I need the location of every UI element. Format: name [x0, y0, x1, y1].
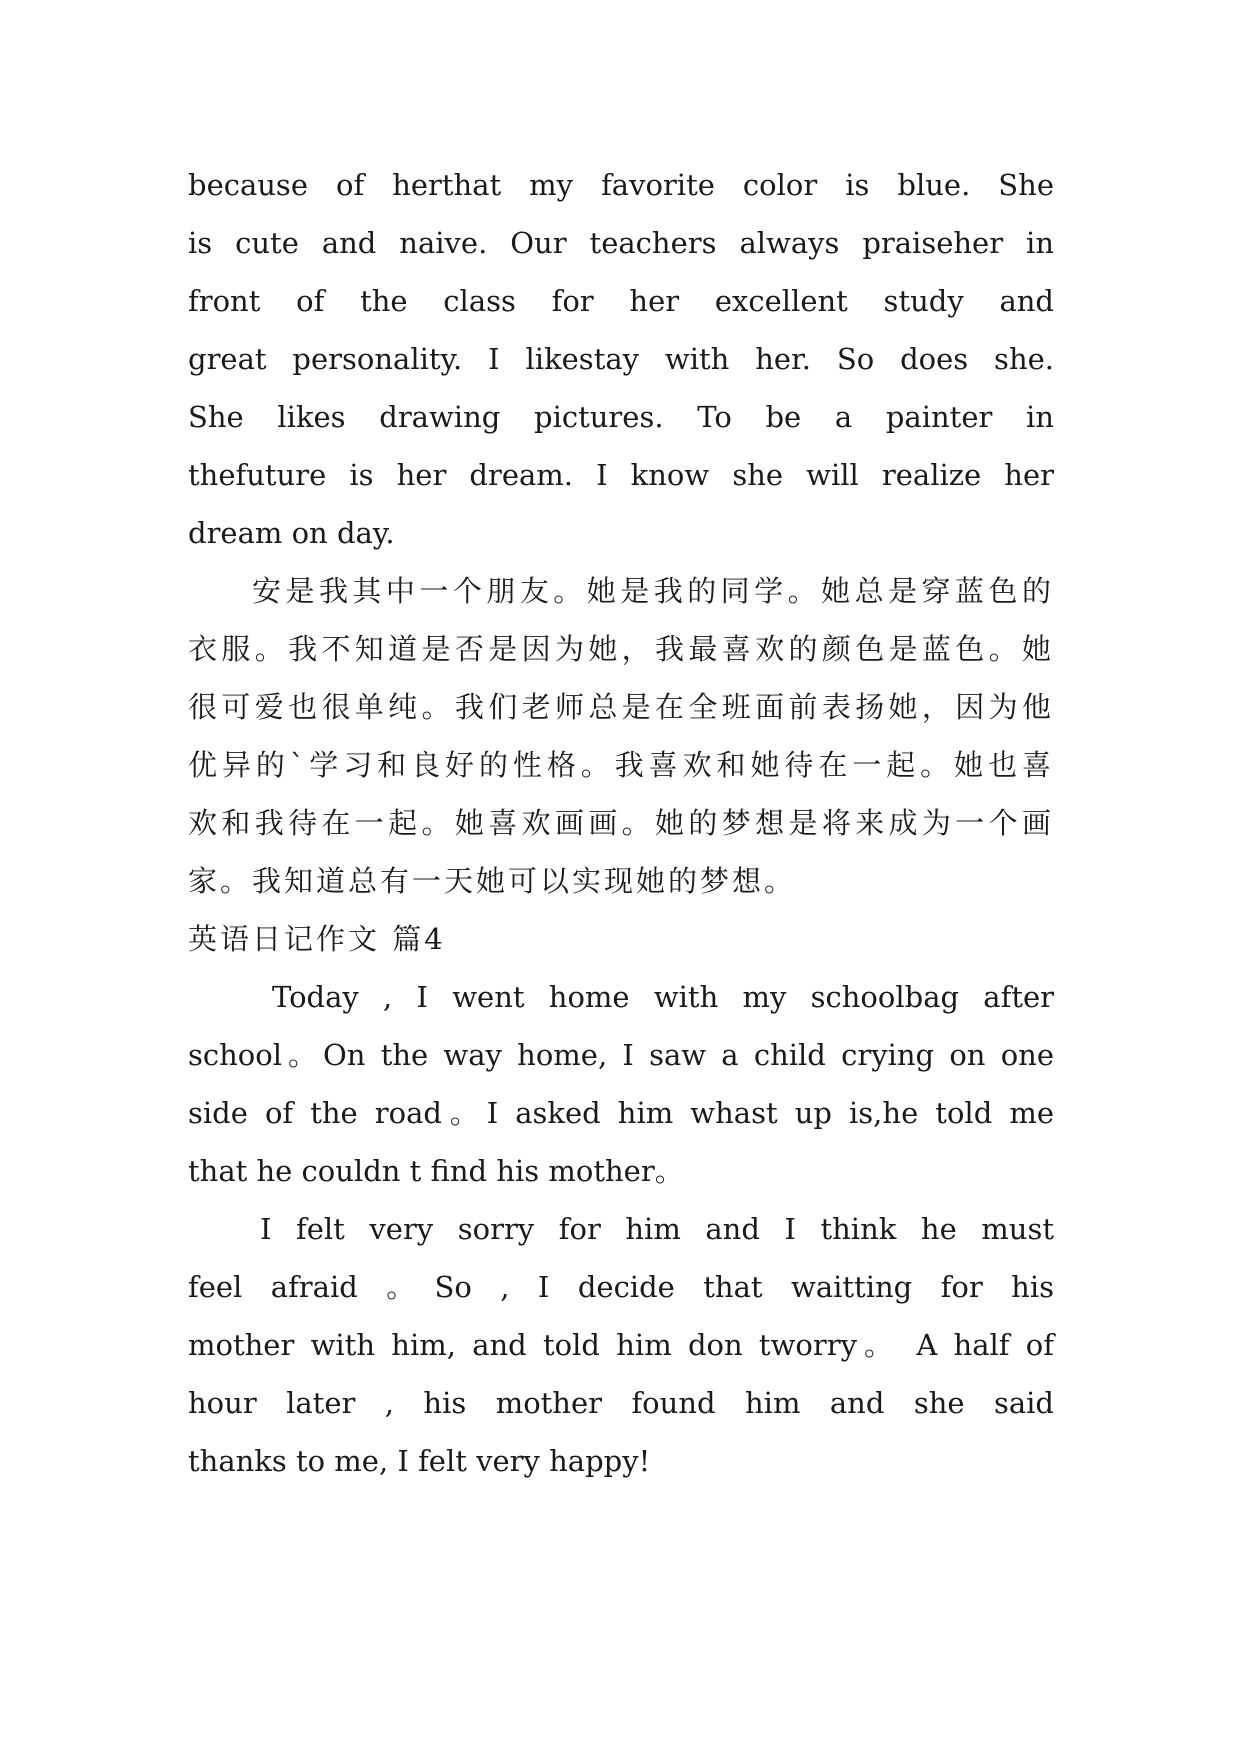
text-line: I felt very sorry for him and I think he must — [260, 1212, 1054, 1246]
text-line: side of the road。I asked him whast up is,he told me — [188, 1096, 1054, 1130]
text-line: 衣服。我不知道是否是因为她，我最喜欢的颜色是蓝色。她 — [188, 632, 1054, 666]
text-line: school。On the way home, I saw a child crying on one — [188, 1038, 1054, 1072]
text-line: 家。我知道总有一天她可以实现她的梦想。 — [188, 864, 797, 898]
english-paragraph-friend — [188, 156, 1054, 562]
text-line: dream on day. — [188, 516, 395, 550]
english-paragraph-waiting — [188, 1200, 1054, 1490]
text-line: front of the class for her excellent study and — [188, 284, 1054, 318]
text-line: hour later , his mother found him and she said — [188, 1386, 1054, 1420]
text-line: is cute and naive. Our teachers always praiseher in — [188, 226, 1054, 260]
text-line: 安是我其中一个朋友。她是我的同学。她总是穿蓝色的 — [252, 574, 1054, 608]
text-line: 欢和我待在一起。她喜欢画画。她的梦想是将来成为一个画 — [188, 806, 1054, 840]
text-line: Today , I went home with my schoolbag after — [272, 980, 1054, 1014]
text-line: She likes drawing pictures. To be a painter in — [188, 400, 1054, 434]
english-paragraph-lost-child — [188, 968, 1054, 1200]
text-line: thefuture is her dream. I know she will realize her — [188, 458, 1054, 492]
text-line: great personality. I likestay with her. So does she. — [188, 342, 1054, 376]
text-line: because of herthat my favorite color is blue. She — [188, 168, 1054, 202]
chinese-paragraph-translation — [188, 562, 1054, 910]
text-line: that he couldn t find his mother。 — [188, 1154, 684, 1188]
text-line: feel afraid 。So , I decide that waitting for his — [188, 1270, 1054, 1304]
text-line: 很可爱也很单纯。我们老师总是在全班面前表扬她，因为他 — [188, 690, 1054, 724]
document-body — [188, 156, 1054, 1490]
text-line: 优异的`学习和良好的性格。我喜欢和她待在一起。她也喜 — [188, 748, 1054, 782]
text-line: mother with him, and told him don tworry。 A half of — [188, 1328, 1054, 1362]
text-line: thanks to me, I felt very happy! — [188, 1444, 651, 1478]
section-heading: 英语日记作文 篇4 — [188, 922, 446, 956]
